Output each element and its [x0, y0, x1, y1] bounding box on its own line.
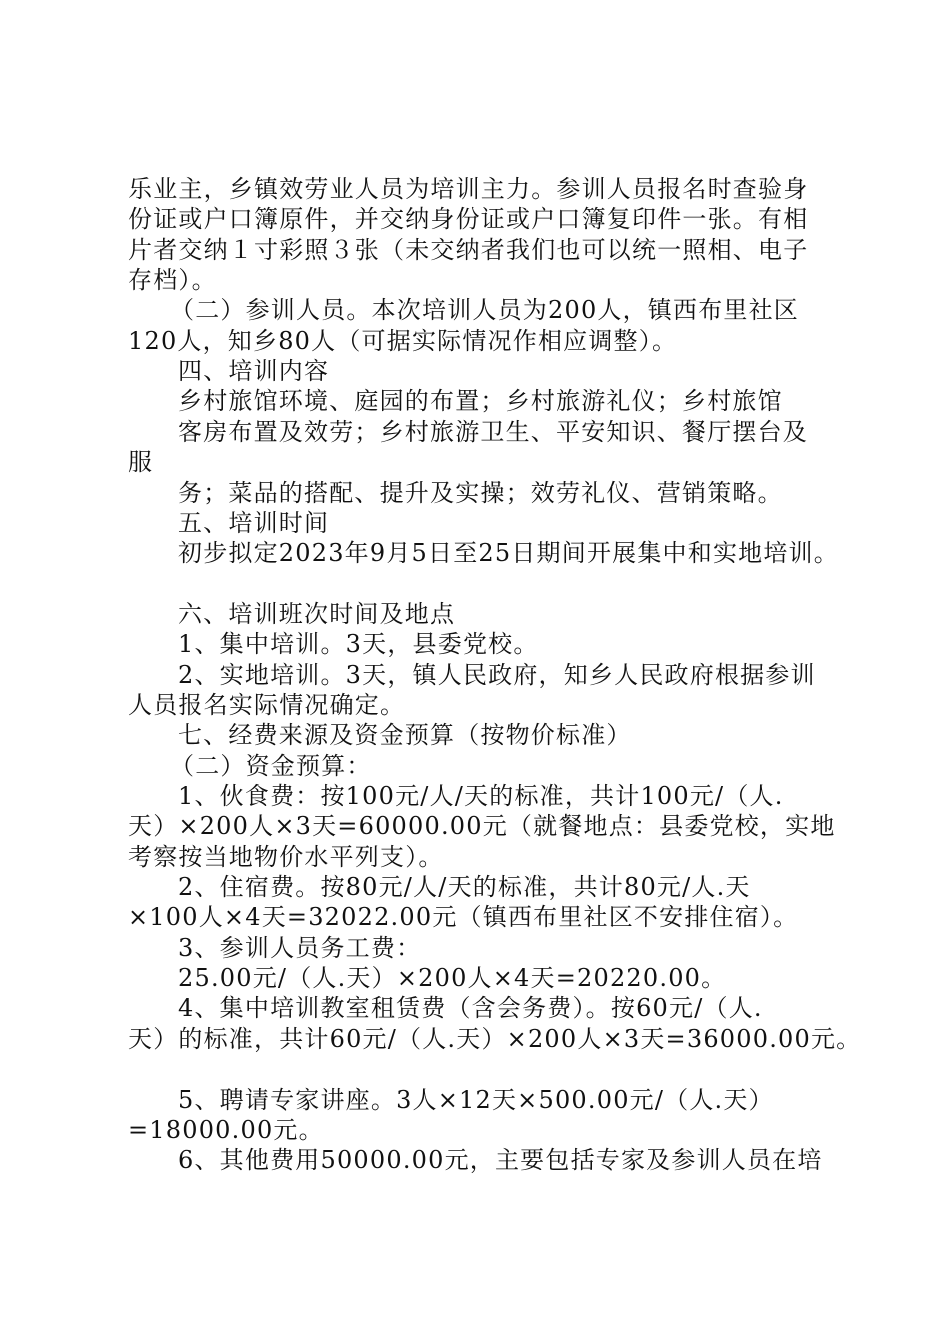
text-line: 乡村旅馆环境、庭园的布置；乡村旅游礼仪；乡村旅馆 [178, 387, 783, 415]
text-line: 5、聘请专家讲座。3人×12天×500.00元/（人.天） [178, 1086, 774, 1114]
text-line: 6、其他费用50000.00元，主要包括专家及参训人员在培 [178, 1146, 823, 1174]
text-line: 存档）。 [128, 266, 217, 294]
text-line: 2、住宿费。按80元/人/天的标准，共计80元/人.天 [178, 873, 751, 901]
text-line: 服 [128, 448, 154, 476]
text-line: 乐业主，乡镇效劳业人员为培训主力。参训人员报名时查验身 [128, 175, 809, 203]
text-line: 份证或户口簿原件，并交纳身份证或户口簿复印件一张。有相 [128, 205, 809, 233]
text-line: 初步拟定2023年9月5日至25日期间开展集中和实地培训。 [178, 539, 839, 567]
text-line: 3、参训人员务工费： [178, 934, 422, 962]
text-line: （二）资金预算： [170, 752, 372, 780]
text-line: 4、集中培训教室租赁费（含会务费）。按60元/（人. [178, 994, 763, 1022]
section-heading: 四、培训内容 [178, 357, 330, 385]
section-heading: 七、经费来源及资金预算（按物价标准） [178, 721, 632, 749]
text-line: 务；菜品的搭配、提升及实操；效劳礼仪、营销策略。 [178, 479, 783, 507]
text-line: 1、伙食费：按100元/人/天的标准，共计100元/（人. [178, 782, 784, 810]
text-line: （二）参训人员。本次培训人员为200人，镇西布里社区 [170, 296, 800, 324]
text-line: 考察按当地物价水平列支）。 [128, 843, 444, 871]
text-line: 天）×200人×3天=60000.00元（就餐地点：县委党校，实地 [128, 812, 836, 840]
text-line: 片者交纳１寸彩照３张（未交纳者我们也可以统一照相、电子 [128, 236, 809, 264]
text-line: =18000.00元。 [128, 1116, 324, 1144]
text-line: 25.00元/（人.天）×200人×4天=20220.00。 [178, 964, 727, 992]
text-line: 2、实地培训。3天，镇人民政府，知乡人民政府根据参训 [178, 661, 816, 689]
text-line: 客房布置及效劳；乡村旅游卫生、平安知识、餐厅摆台及 [178, 418, 808, 446]
section-heading: 五、培训时间 [178, 509, 330, 537]
text-line: 天）的标准，共计60元/（人.天）×200人×3天=36000.00元。 [128, 1025, 862, 1053]
text-line: 1、集中培训。3天，县委党校。 [178, 630, 539, 658]
text-line: ×100人×4天=32022.00元（镇西布里社区不安排住宿）。 [128, 903, 799, 931]
section-heading: 六、培训班次时间及地点 [178, 600, 456, 628]
text-line: 120人，知乡80人（可据实际情况作相应调整）。 [128, 327, 678, 355]
text-line: 人员报名实际情况确定。 [128, 691, 406, 719]
